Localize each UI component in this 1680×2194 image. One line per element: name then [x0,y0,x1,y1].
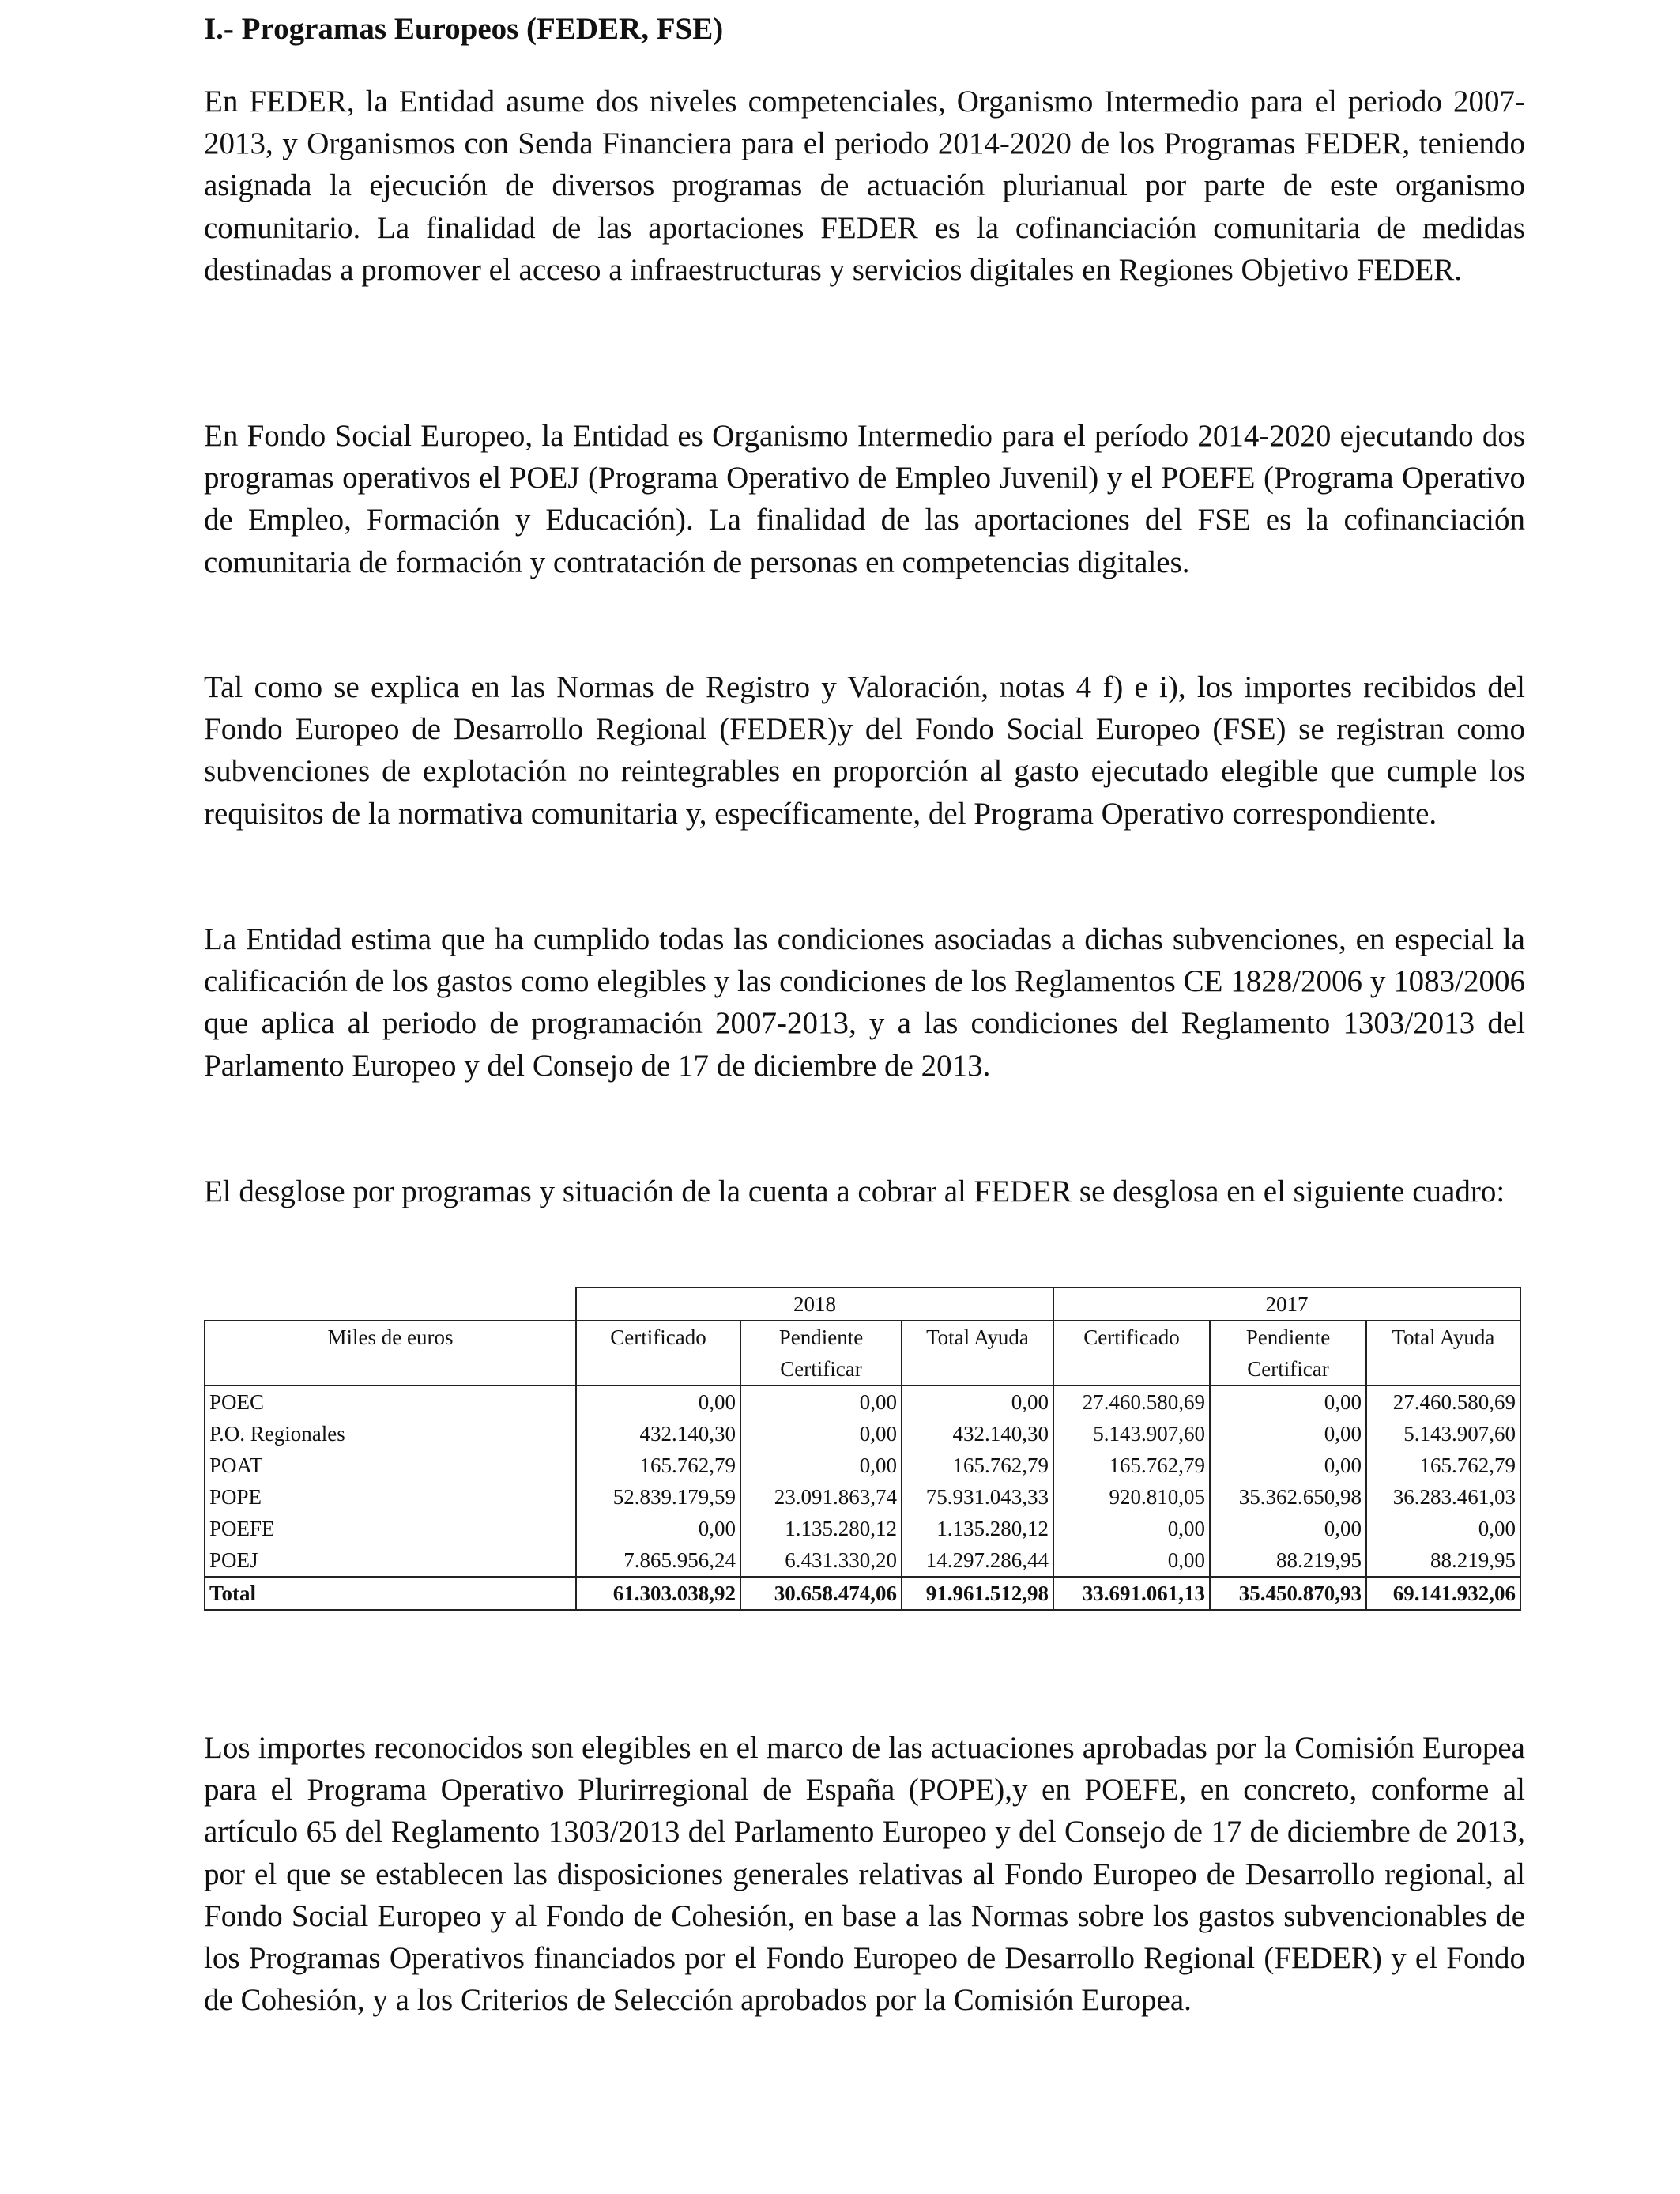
row-label: POEC [205,1385,576,1418]
feder-breakdown-table [204,1287,1521,1611]
table-cell: 5.143.907,60 [1366,1418,1520,1449]
table-cell: 0,00 [576,1513,740,1544]
table-cell: 52.839.179,59 [576,1481,740,1513]
total-cell: 35.450.870,93 [1210,1577,1366,1610]
total-cell: 33.691.061,13 [1053,1577,1210,1610]
table-cell: 432.140,30 [576,1418,740,1449]
table-cell: 165.762,79 [902,1449,1053,1481]
col-pendiente-2017 [1210,1321,1366,1385]
table-cell: 5.143.907,60 [1053,1418,1210,1449]
total-cell: 91.961.512,98 [902,1577,1053,1610]
paragraph-fse: En Fondo Social Europeo, la Entidad es Organismo Intermedio para el período 2014-2020 ejecutando dos programas operativos el POEJ (Programa Operativo de Empleo Juvenil) y el POEFE (Programa Operativo de Empleo, Formación y Educación). La finalidad de las aportaciones del FSE es la cofinanciación comunitaria de formación y contratación de personas en competencias digitales. [204,419,1525,579]
table-cell: 165.762,79 [576,1449,740,1481]
row-label: POAT [205,1449,576,1481]
table-cell: 27.460.580,69 [1053,1385,1210,1418]
table-cell: 0,00 [902,1385,1053,1418]
table-cell: 0,00 [1210,1513,1366,1544]
year-header-2017: 2017 [1053,1287,1520,1321]
section-heading: I.- Programas Europeos (FEDER, FSE) [204,12,724,46]
table-corner-cell [205,1287,576,1321]
table-cell: 432.140,30 [902,1418,1053,1449]
row-label: POEFE [205,1513,576,1544]
table-cell: 0,00 [740,1418,902,1449]
paragraph-desglose: El desglose por programas y situación de la cuenta a cobrar al FEDER se desglosa en el siguiente cuadro: [204,1174,1505,1208]
table-cell: 0,00 [740,1385,902,1418]
table-cell: 23.091.863,74 [740,1481,902,1513]
paragraph-importes: Los importes reconocidos son elegibles en el marco de las actuaciones aprobadas por la Comisión Europea para el Programa Operativo Plurirregional de España (POPE),y en POEFE, en concreto, conforme al artículo 65 del Reglamento 1303/2013 del Parlamento Europeo y del Consejo de 17 de diciembre de 2013, por el que se establecen las disposiciones generales relativas al Fondo Europeo de Desarrollo regional, al Fondo Social Europeo y al Fondo de Cohesión, en base a las Normas sobre los gastos subvencionables de los Programas Operativos financiados por el Fondo Europeo de Desarrollo Regional (FEDER) y el Fondo de Cohesión, y a los Criterios de Selección aprobados por la Comisión Europea. [204,1731,1525,2018]
total-row-label: Total [205,1577,576,1610]
col-pendiente-line1: Pendiente [1245,1325,1331,1349]
table-cell: 1.135.280,12 [902,1513,1053,1544]
total-cell: 69.141.932,06 [1366,1577,1520,1610]
table-cell: 35.362.650,98 [1210,1481,1366,1513]
table-cell: 0,00 [1210,1449,1366,1481]
table-cell: 0,00 [1210,1385,1366,1418]
unit-label-header: Miles de euros [205,1321,576,1385]
table-cell: 7.865.956,24 [576,1544,740,1577]
col-pendiente-line2: Certificar [780,1357,862,1381]
table-cell: 88.219,95 [1210,1544,1366,1577]
table-cell: 0,00 [576,1385,740,1418]
table-cell: 165.762,79 [1366,1449,1520,1481]
table-cell: 1.135.280,12 [740,1513,902,1544]
row-label: POEJ [205,1544,576,1577]
table-cell: 75.931.043,33 [902,1481,1053,1513]
paragraph-condiciones: La Entidad estima que ha cumplido todas las condiciones asociadas a dichas subvenciones, en especial la calificación de los gastos como elegibles y las condiciones de los Reglamentos CE 1828/2006 y 1083/2006 que aplica al periodo de programación 2007-2013, y a las condiciones del Reglamento 1303/2013 del Parlamento Europeo y del Consejo de 17 de diciembre de 2013. [204,922,1525,1083]
table-cell: 88.219,95 [1366,1544,1520,1577]
row-label: POPE [205,1481,576,1513]
table-cell: 0,00 [1210,1418,1366,1449]
total-cell: 61.303.038,92 [576,1577,740,1610]
col-pendiente-2018 [740,1321,902,1385]
year-header-2018: 2018 [576,1287,1053,1321]
table-cell: 0,00 [1053,1544,1210,1577]
total-cell: 30.658.474,06 [740,1577,902,1610]
table-cell: 0,00 [1366,1513,1520,1544]
table-cell: 0,00 [1053,1513,1210,1544]
col-total-2017: Total Ayuda [1366,1321,1520,1385]
col-pendiente-line1: Pendiente [778,1325,864,1349]
table-cell: 27.460.580,69 [1366,1385,1520,1418]
row-label: P.O. Regionales [205,1418,576,1449]
table-cell: 14.297.286,44 [902,1544,1053,1577]
table-cell: 6.431.330,20 [740,1544,902,1577]
paragraph-normas: Tal como se explica en las Normas de Registro y Valoración, notas 4 f) e i), los importes recibidos del Fondo Europeo de Desarrollo Regional (FEDER)y del Fondo Social Europeo (FSE) se registran como subvenciones de explotación no reintegrables en proporción al gasto ejecutado elegible que cumple los requisitos de la normativa comunitaria y, específicamente, del Programa Operativo correspondiente. [204,670,1525,831]
col-certificado-2018: Certificado [576,1321,740,1385]
table-cell: 36.283.461,03 [1366,1481,1520,1513]
col-total-2018: Total Ayuda [902,1321,1053,1385]
table-cell: 0,00 [740,1449,902,1481]
col-pendiente-line2: Certificar [1247,1357,1329,1381]
table-cell: 165.762,79 [1053,1449,1210,1481]
table-cell: 920.810,05 [1053,1481,1210,1513]
col-certificado-2017: Certificado [1053,1321,1210,1385]
paragraph-feder: En FEDER, la Entidad asume dos niveles competenciales, Organismo Intermedio para el periodo 2007-2013, y Organismos con Senda Financiera para el periodo 2014-2020 de los Programas FEDER, teniendo asignada la ejecución de diversos programas de actuación plurianual por parte de este organismo comunitario. La finalidad de las aportaciones FEDER es la cofinanciación comunitaria de medidas destinadas a promover el acceso a infraestructuras y servicios digitales en Regiones Objetivo FEDER. [204,85,1525,287]
